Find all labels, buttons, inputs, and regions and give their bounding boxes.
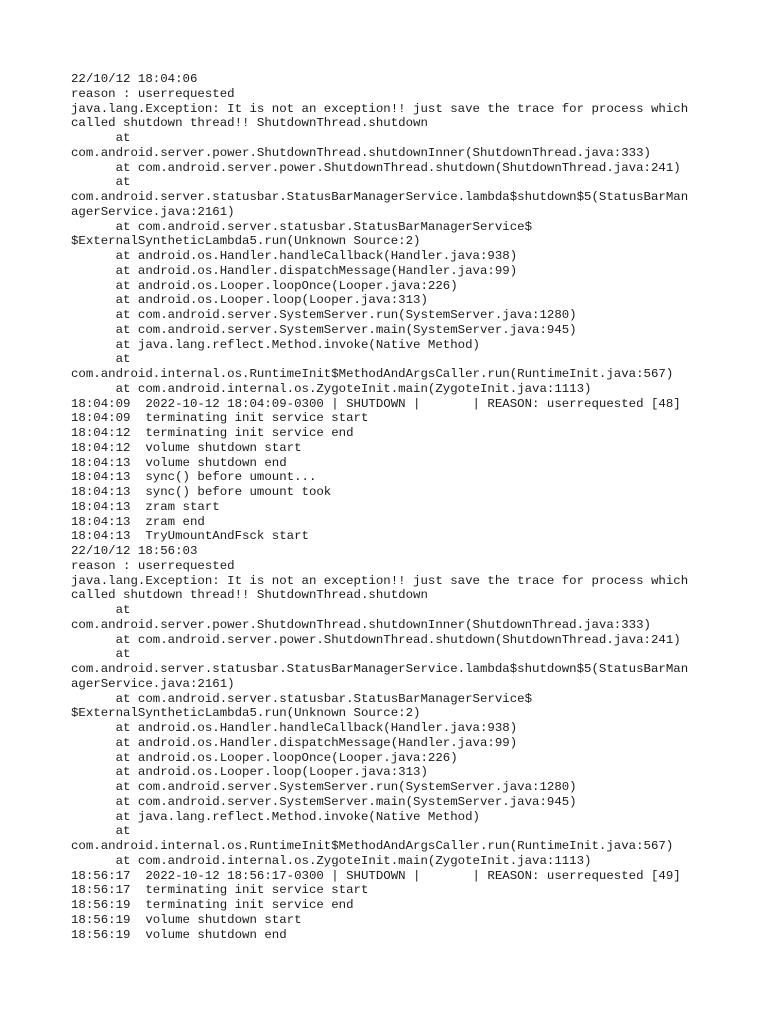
log-line: at [71, 824, 131, 839]
log-line: at com.android.server.SystemServer.main(SystemServer.java:945) [71, 322, 577, 337]
log-line: at android.os.Handler.dispatchMessage(Handler.java:99) [71, 263, 518, 278]
log-line: at com.android.internal.os.ZygoteInit.main(ZygoteInit.java:1113) [71, 381, 592, 396]
log-line: at android.os.Looper.loopOnce(Looper.java:226) [71, 278, 458, 293]
log-line: at android.os.Looper.loopOnce(Looper.java:226) [71, 750, 458, 765]
log-line: 18:04:13 sync() before umount... [71, 470, 317, 485]
log-line: at com.android.server.SystemServer.run(SystemServer.java:1280) [71, 308, 577, 322]
log-line: 18:04:13 sync() before umount took [71, 485, 332, 499]
log-line: reason : userrequested [71, 86, 235, 101]
log-line: java.lang.Exception: It is not an exception!! just save the trace for process which [71, 101, 689, 116]
log-line: java.lang.Exception: It is not an exception!! just save the trace for process which [71, 573, 689, 588]
log-line: called shutdown thread!! ShutdownThread.shutdown [71, 588, 428, 603]
log-line: at com.android.server.SystemServer.run(SystemServer.java:1280) [71, 780, 577, 794]
log-line: at com.android.server.power.ShutdownThread.shutdown(ShutdownThread.java:241) [71, 160, 681, 175]
log-line: 18:56:17 terminating init service start [71, 883, 369, 898]
log-line: $ExternalSyntheticLambda5.run(Unknown Source:2) [71, 706, 421, 721]
log-line: at com.android.server.SystemServer.main(SystemServer.java:945) [71, 794, 577, 809]
log-line: at android.os.Handler.dispatchMessage(Handler.java:99) [71, 735, 518, 750]
log-line: at [71, 647, 131, 662]
log-line: 18:04:09 2022-10-12 18:04:09-0300 | SHUTDOWN | | REASON: userrequested [48] [71, 396, 681, 411]
log-line: 18:04:12 volume shutdown start [71, 440, 302, 455]
log-line: 18:04:13 volume shutdown end [71, 455, 287, 470]
log-line: com.android.server.power.ShutdownThread.shutdownInner(ShutdownThread.java:333) [71, 617, 651, 632]
log-line: 18:56:19 terminating init service end [71, 898, 354, 912]
log-line: reason : userrequested [71, 558, 235, 573]
log-line: com.android.server.statusbar.StatusBarManagerService.lambda$shutdown$5(StatusBarMan [71, 190, 689, 204]
log-line: at com.android.internal.os.ZygoteInit.main(ZygoteInit.java:1113) [71, 853, 592, 868]
log-line: at [71, 175, 131, 190]
log-line: called shutdown thread!! ShutdownThread.shutdown [71, 116, 428, 131]
log-line: 18:04:13 zram start [71, 499, 220, 514]
log-line: at android.os.Handler.handleCallback(Handler.java:938) [71, 249, 518, 263]
log-line: at android.os.Handler.handleCallback(Handler.java:938) [71, 721, 518, 735]
log-line: 22/10/12 18:04:06 [71, 72, 198, 86]
log-line: 18:04:12 terminating init service end [71, 426, 354, 440]
log-line: at com.android.server.statusbar.StatusBarManagerService$ [71, 691, 533, 706]
log-line: at com.android.server.statusbar.StatusBarManagerService$ [71, 219, 533, 234]
log-line: at [71, 603, 131, 617]
log-line: $ExternalSyntheticLambda5.run(Unknown Source:2) [71, 234, 421, 249]
log-line: 18:04:13 zram end [71, 514, 205, 529]
log-line: 18:04:09 terminating init service start [71, 411, 369, 426]
log-line: at [71, 352, 131, 367]
log-line: 22/10/12 18:56:03 [71, 544, 198, 558]
log-line: com.android.server.power.ShutdownThread.shutdownInner(ShutdownThread.java:333) [71, 145, 651, 160]
log-line: 18:56:19 volume shutdown end [71, 927, 287, 942]
log-line: com.android.server.statusbar.StatusBarManagerService.lambda$shutdown$5(StatusBarMan [71, 662, 689, 676]
log-line: com.android.internal.os.RuntimeInit$MethodAndArgsCaller.run(RuntimeInit.java:567) [71, 839, 674, 853]
log-line: at [71, 131, 131, 145]
log-line: agerService.java:2161) [71, 676, 235, 691]
log-line: agerService.java:2161) [71, 204, 235, 219]
log-line: com.android.internal.os.RuntimeInit$MethodAndArgsCaller.run(RuntimeInit.java:567) [71, 367, 674, 381]
log-line: at android.os.Looper.loop(Looper.java:313) [71, 293, 428, 308]
log-line: at android.os.Looper.loop(Looper.java:313) [71, 765, 428, 780]
log-line: 18:56:17 2022-10-12 18:56:17-0300 | SHUTDOWN | | REASON: userrequested [49] [71, 868, 681, 883]
log-line: at com.android.server.power.ShutdownThread.shutdown(ShutdownThread.java:241) [71, 632, 681, 647]
log-line: 18:04:13 TryUmountAndFsck start [71, 529, 309, 544]
log-line: 18:56:19 volume shutdown start [71, 912, 302, 927]
log-line: at java.lang.reflect.Method.invoke(Native Method) [71, 337, 480, 352]
log-document [71, 72, 711, 942]
log-line: at java.lang.reflect.Method.invoke(Native Method) [71, 809, 480, 824]
